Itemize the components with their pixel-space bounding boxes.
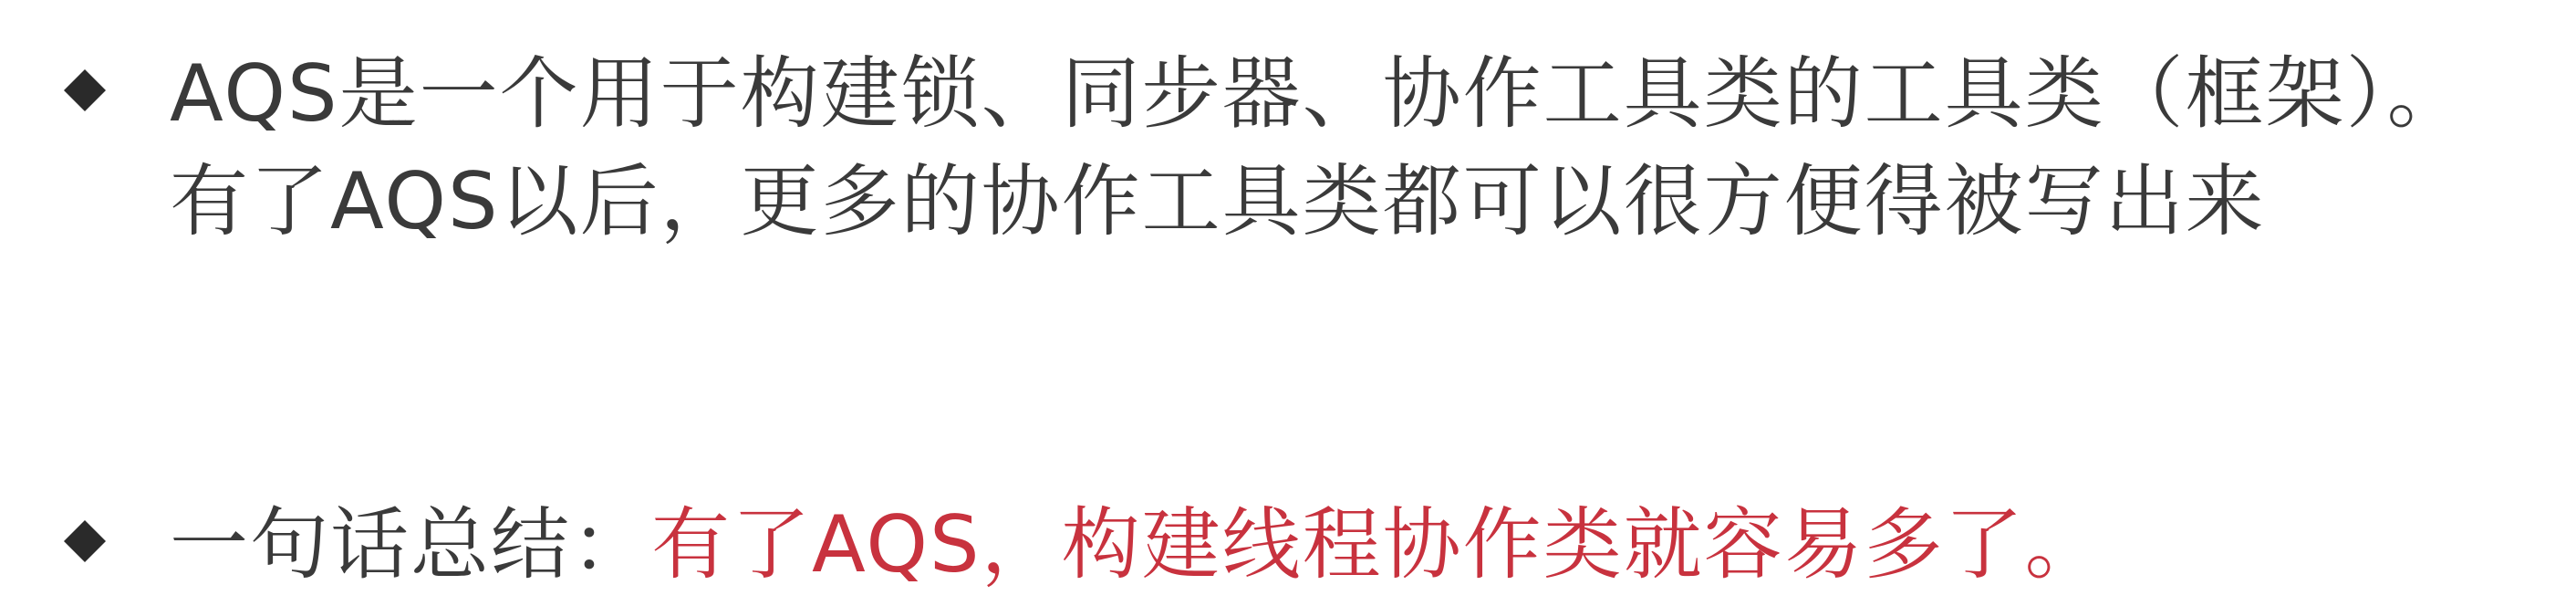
diamond-bullet-icon xyxy=(64,69,106,111)
diamond-bullet-icon xyxy=(64,520,106,562)
aqs-definition-text: AQS是一个用于构建锁、同步器、协作工具类的工具类（框架）。有了AQS以后，更多的协作工具类都可以很方便得被写出来 xyxy=(170,48,2467,247)
bullet-item-aqs-definition xyxy=(64,40,2541,256)
bullet-item-summary xyxy=(64,491,2105,599)
summary-highlight: 有了AQS，构建线程协作类就容易多了。 xyxy=(651,499,2105,590)
summary-text xyxy=(170,491,2105,599)
summary-label: 一句话总结： xyxy=(170,499,651,590)
